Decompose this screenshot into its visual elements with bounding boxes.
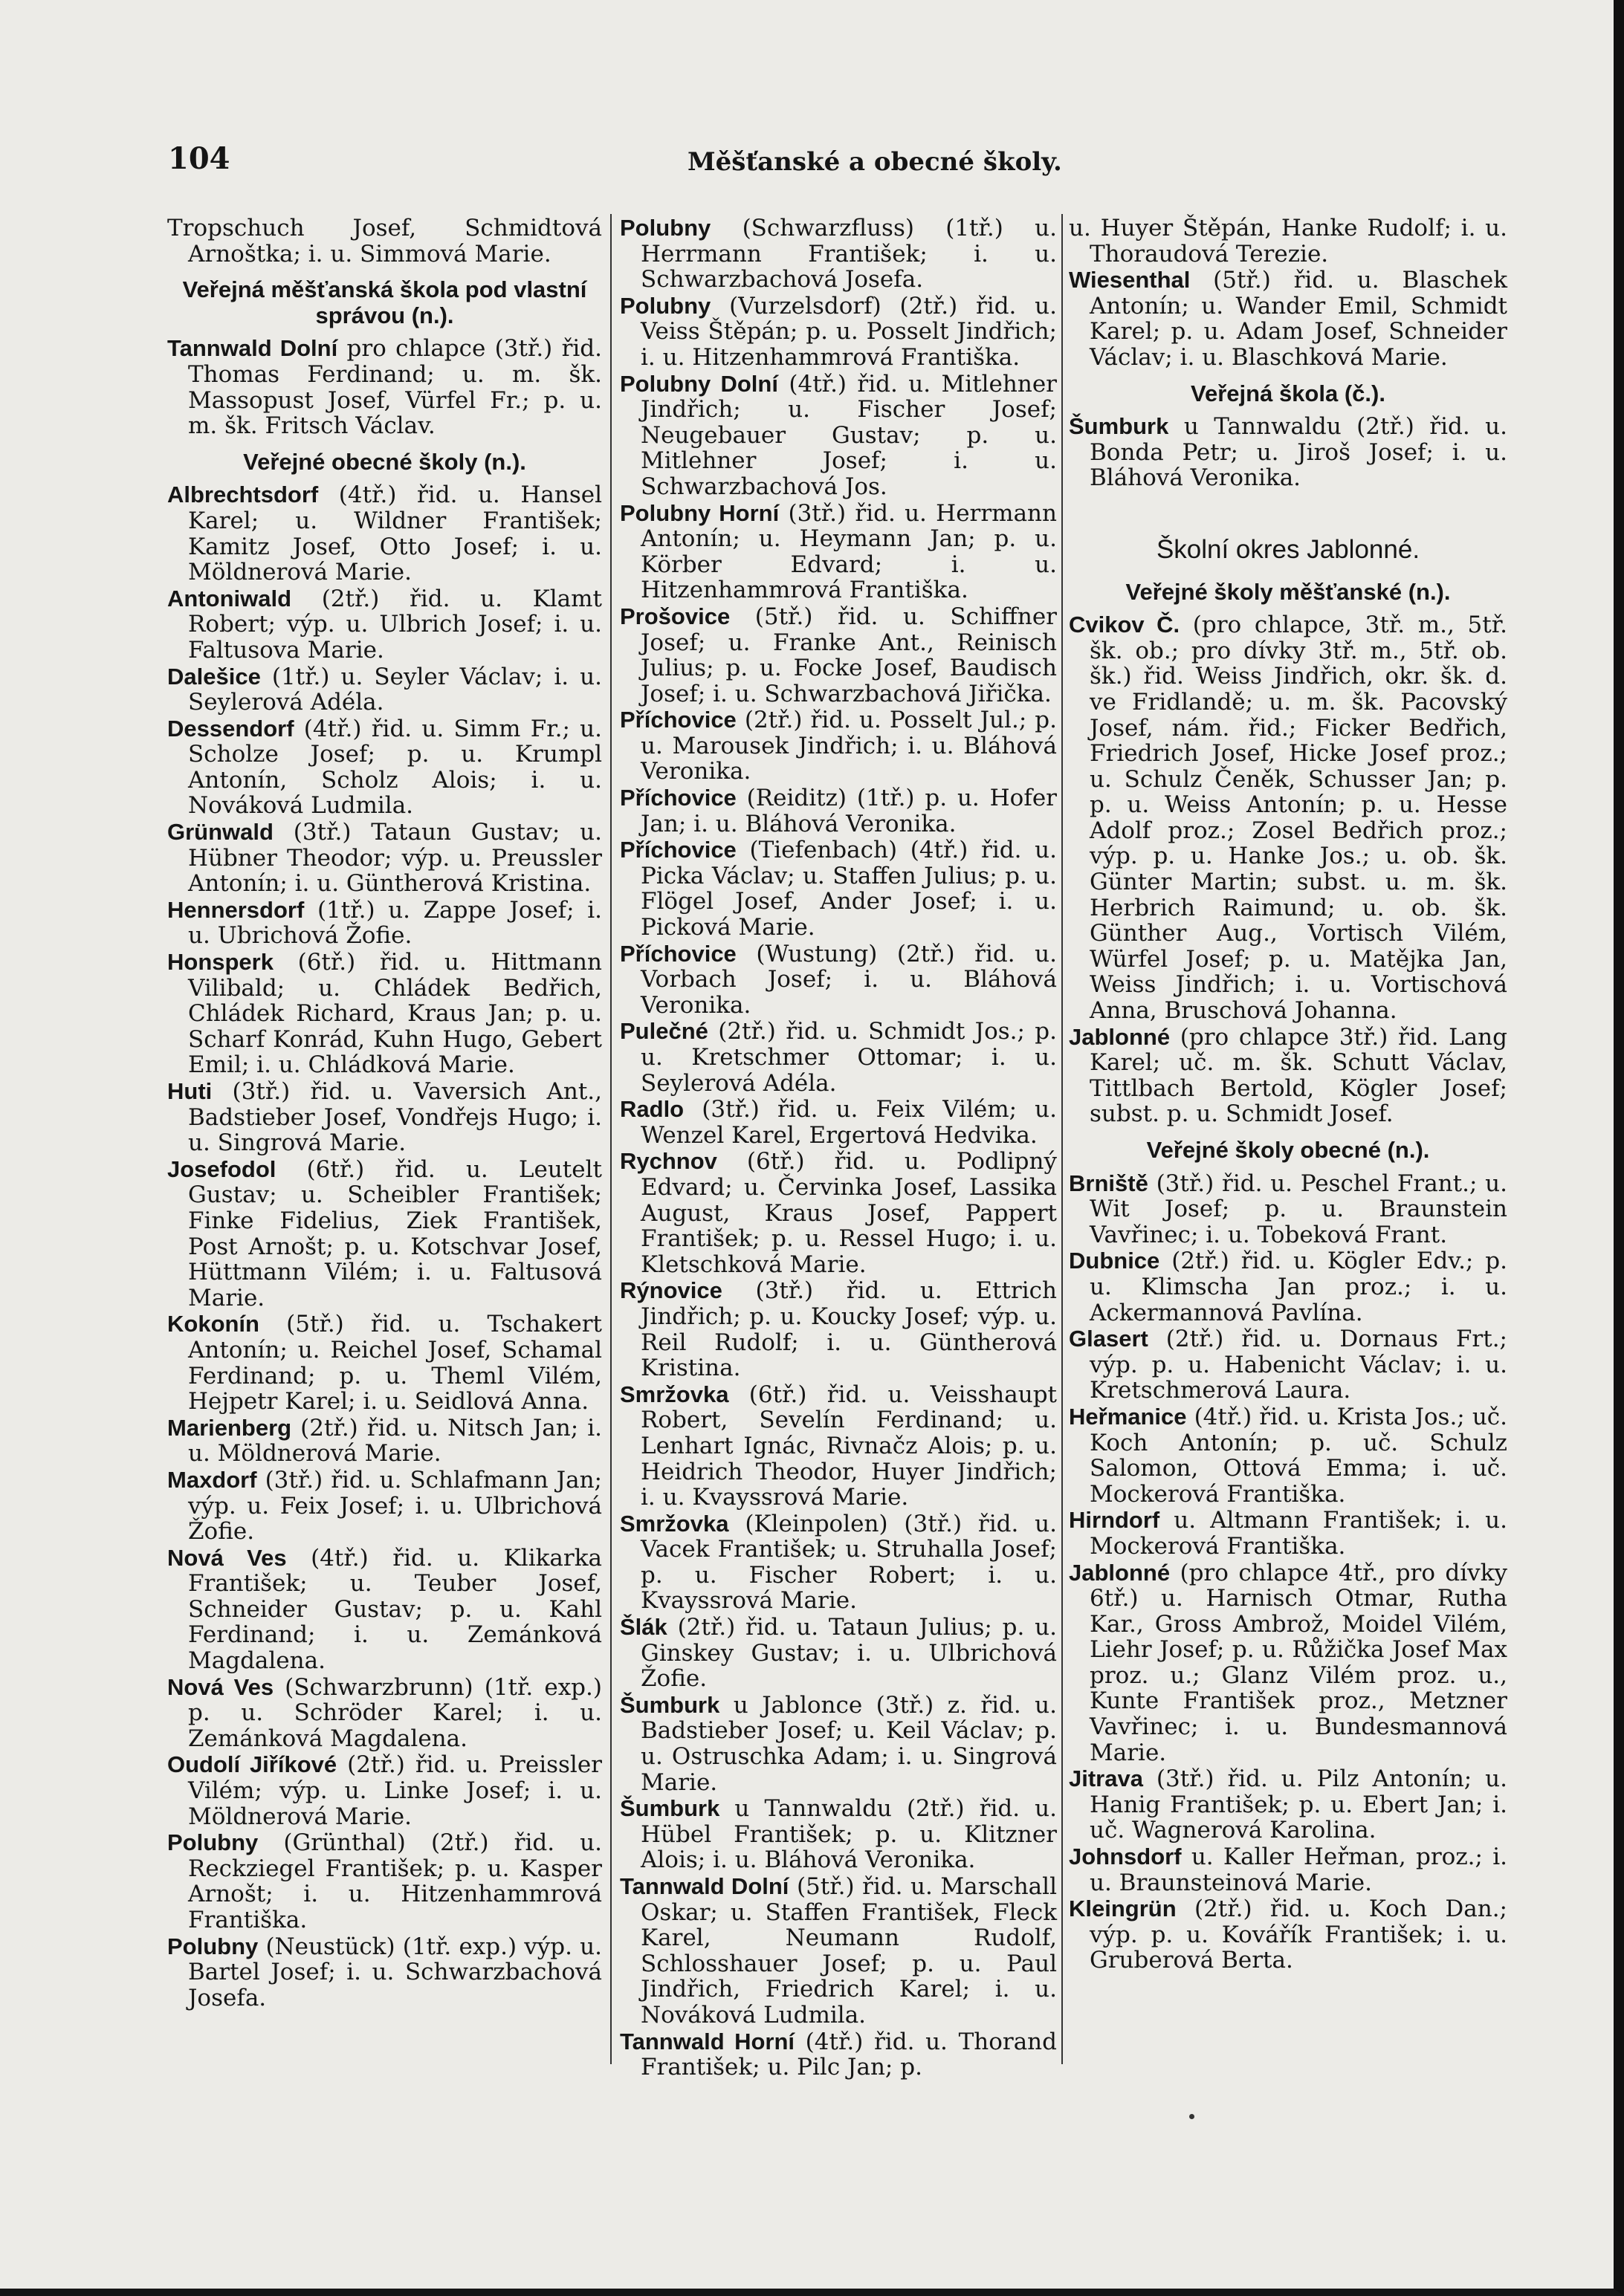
place-name: Polubny Horní (620, 499, 780, 526)
school-entry (620, 1796, 1057, 1873)
staff-listing: (4tř.) řid. u. Simm Fr.; u. Scholze Josef; p. u. Krumpl Antonín, Scholz Alois; i. u. Nováková Ludmila. (188, 715, 602, 820)
place-name: Marienberg (167, 1414, 292, 1441)
staff-listing: (pro chlapce 4tř., pro dívky 6tř.) u. Harnisch Otmar, Rutha Kar., Gross Ambrož, Moidel Vilém, Liehr Josef; p. u. Růžička Josef Max proz. u.; Glanz Vilém proz. u., Kunte František proz., Metzner Vavřinec; i. u. Bundesmannová Marie. (1090, 1559, 1507, 1766)
column-rule-2 (1061, 214, 1063, 2064)
school-entry (1069, 1560, 1507, 1766)
place-name: Cvikov Č. (1069, 612, 1180, 638)
staff-listing: (6tř.) řid. u. Hittmann Vilibald; u. Chládek Bedřich, Chládek Richard, Kraus Jan; p. u. Scharf Konrád, Kuhn Hugo, Gebert Emil; i. u. Chládková Marie. (188, 949, 602, 1079)
staff-listing: (6tř.) řid. u. Leutelt Gustav; u. Scheibler František; Finke Fidelius, Ziek František, Post Arnošt; p. u. Kotschvar Josef, Hüttmann Vilém; i. u. Faltusová Marie. (188, 1155, 602, 1311)
staff-listing: (2tř.) řid. u. Koch Dan.; výp. p. u. Kovářík František; i. u. Gruberová Berta. (1090, 1896, 1507, 1974)
school-entry (167, 1934, 602, 2011)
staff-listing: (2tř.) řid. u. Kögler Edv.; p. u. Klimscha Jan proz.; i. u. Ackermannová Pavlína. (1090, 1248, 1507, 1326)
school-entry (620, 785, 1057, 837)
school-entry (620, 1278, 1057, 1381)
place-name: Radlo (620, 1096, 685, 1123)
school-entry (167, 1415, 602, 1467)
school-entry (620, 215, 1057, 293)
school-entry (1069, 612, 1507, 1024)
place-name: Hirndorf (1069, 1507, 1160, 1534)
place-name: Polubny (620, 215, 711, 241)
section-heading: Veřejné školy obecné (n.). (1146, 1137, 1430, 1163)
printer-mark (1189, 2114, 1194, 2119)
staff-listing: (5tř.) řid. u. Blaschek Antonín; u. Wander Emil, Schmidt Karel; p. u. Adam Josef, Schneider Václav; i. u. Blaschková Marie. (1090, 267, 1507, 371)
staff-listing: (3tř.) řid. u. Feix Vilém; u. Wenzel Karel, Ergertová Hedvika. (641, 1096, 1057, 1149)
school-entry (167, 482, 602, 585)
continuation-text: Tropschuch Josef, Schmidtová Arnoštka; i. u. Simmová Marie. (167, 215, 602, 267)
place-name: Šumburk (620, 1795, 720, 1822)
school-entry (167, 586, 602, 664)
place-name: Šumburk (1069, 413, 1169, 440)
place-name: Heřmanice (1069, 1403, 1187, 1430)
staff-listing: u Jablonce (3tř.) z. řid. u. Badstieber Josef; u. Keil Václav; p. u. Ostruschka Adam; i. u. Singrová Marie. (641, 1691, 1057, 1796)
place-name: Polubny Dolní (620, 370, 778, 397)
place-name: Jitrava (1069, 1765, 1143, 1792)
school-entry (167, 664, 602, 716)
staff-listing: (3tř.) Tataun Gustav; u. Hübner Theodor; výp. u. Preussler Antonín; i. u. Güntherová Kristina. (188, 819, 602, 898)
school-entry (620, 941, 1057, 1019)
place-name: Dubnice (1069, 1248, 1160, 1274)
staff-listing: (2tř.) řid. u. Schmidt Jos.; p. u. Kretschmer Ottomar; i. u. Seylerová Adéla. (641, 1018, 1057, 1097)
staff-listing: (2tř.) řid. u. Dornaus Frt.; výp. p. u. Habenicht Václav; i. u. Kretschmerová Laura. (1090, 1326, 1507, 1404)
place-name: Oudolí Jiříkové (167, 1751, 337, 1778)
place-name: Smržovka (620, 1381, 729, 1407)
staff-listing: (pro chlapce, 3tř. m., 5tř. šk. ob.; pro dívky 3tř. m., 5tř. ob. šk.) řid. Weiss Jindřich, okr. šk. d. ve Fridlandě; u. m. šk. Pacovský Josef, nám. řid.; Ficker Bedřich, Friedrich Josef, Hicke Josef proz.; u. Schulz Čeněk, Schusser Jan; p. p. u. Weiss Antonín; p. u. Hesse Adolf proz.; Zosel Bedřich proz.; výp. p. u. Hanke Jos.; u. ob. šk. Günter Martin; subst. u. m. šk. Herbrich Raimund; u. ob. šk. Günther Aug., Vortisch Vilém, Würfel Josef; p. u. Matějka Jan, Weiss Jindřich; i. u. Vortischová Anna, Bruschová Johanna. (1090, 612, 1507, 1025)
school-entry (1069, 1326, 1507, 1404)
place-name: Tannwald Horní (620, 2028, 795, 2055)
school-entry (620, 1149, 1057, 1277)
place-name: Polubny (167, 1933, 259, 1959)
school-entry (167, 1079, 602, 1156)
school-entry (1069, 1025, 1507, 1127)
place-name: Brniště (1069, 1170, 1148, 1196)
place-name: Pulečné (620, 1018, 708, 1045)
staff-listing: (Kleinpolen) (3tř.) řid. u. Vacek František; u. Struhalla Josef; p. u. Fischer Robert; i. u. Kvayssrová Marie. (641, 1510, 1057, 1615)
school-entry (620, 1382, 1057, 1511)
school-entry (620, 837, 1057, 940)
place-name: Nová Ves (167, 1544, 287, 1571)
school-entry (620, 1693, 1057, 1795)
school-entry (1069, 1404, 1507, 1507)
place-name: Příchovice (620, 785, 737, 811)
school-entry (1069, 267, 1507, 370)
section-heading: Veřejné obecné školy (n.). (243, 448, 526, 475)
place-name: Antoniwald (167, 585, 292, 612)
place-name: Maxdorf (167, 1466, 257, 1493)
school-entry (1069, 1508, 1507, 1559)
place-name: Johnsdorf (1069, 1843, 1182, 1870)
school-entry (167, 716, 602, 819)
place-name: Jablonné (1069, 1559, 1171, 1586)
staff-listing: (Schwarzfluss) (1tř.) u. Herrmann František; i. u. Schwarzbachová Josefa. (641, 215, 1057, 294)
place-name: Šumburk (620, 1691, 720, 1718)
place-name: Tannwald Dolní (167, 335, 338, 362)
staff-listing: (Grünthal) (2tř.) řid. u. Reckziegel František; p. u. Kasper Arnošt; i. u. Hitzenhammrová Františka. (188, 1829, 602, 1933)
staff-listing: (2tř.) řid. u. Tataun Julius; p. u. Ginskey Gustav; i. u. Ulbrichová Žofie. (641, 1614, 1057, 1693)
staff-listing: (6tř.) řid. u. Podlipný Edvard; u. Červinka Josef, Lassika August, Kraus Josef, Pappert František; p. u. Ressel Hugo; i. u. Kletschková Marie. (641, 1148, 1057, 1278)
staff-listing: (4tř.) řid. u. Mitlehner Jindřich; u. Fischer Josef; Neugebauer Gustav; p. u. Mitlehner Josef; i. u. Schwarzbachová Jos. (641, 370, 1058, 500)
staff-listing: (5tř.) řid. u. Schiffner Josef; u. Franke Ant., Reinisch Julius; p. u. Focke Josef, Baudisch Josef; i. u. Schwarzbachová Jiřička. (641, 603, 1057, 707)
place-name: Albrechtsdorf (167, 481, 319, 508)
staff-listing: (5tř.) řid. u. Tschakert Antonín; u. Reichel Josef, Schamal Ferdinand; p. u. Theml Vilém, Hejpetr Karel; i. u. Seidlová Anna. (188, 1311, 602, 1415)
place-name: Rýnovice (620, 1277, 722, 1304)
place-name: Příchovice (620, 837, 737, 863)
school-entry (167, 1752, 602, 1829)
column-2 (620, 215, 1057, 2081)
continuation-text: u. Huyer Štěpán, Hanke Rudolf; i. u. Thoraudová Terezie. (1069, 215, 1507, 267)
school-entry (1069, 1844, 1507, 1896)
school-entry (167, 1675, 602, 1752)
staff-listing: (Tiefenbach) (4tř.) řid. u. Picka Václav; u. Staffen Julius; p. u. Flögel Josef, Ander Josef; i. u. Picková Marie. (641, 837, 1057, 941)
staff-listing: u Tannwaldu (2tř.) řid. u. Hübel František; p. u. Klitzner Alois; i. u. Bláhová Veronika. (641, 1795, 1057, 1874)
staff-listing: pro chlapce (3tř.) řid. Thomas Ferdinand; u. m. šk. Massopust Josef, Vürfel Fr.; p. u. m. šk. Fritsch Václav. (188, 335, 602, 440)
staff-listing: (1tř.) u. Seyler Václav; i. u. Seylerová Adéla. (188, 663, 602, 716)
staff-listing: (2tř.) řid. u. Preissler Vilém; výp. u. Linke Josef; i. u. Möldnerová Marie. (188, 1751, 603, 1830)
staff-listing: (pro chlapce 3tř.) řid. Lang Karel; uč. m. šk. Schutt Václav, Tittlbach Bertold, Kögler Josef; subst. p. u. Schmidt Josef. (1090, 1023, 1507, 1128)
staff-listing: (Schwarzbrunn) (1tř. exp.) p. u. Schröder Karel; i. u. Zemánková Magdalena. (188, 1673, 602, 1752)
staff-listing: (3tř.) řid. u. Ettrich Jindřich; p. u. Koucky Josef; výp. u. Reil Rudolf; i. u. Güntherová Kristina. (641, 1277, 1057, 1382)
place-name: Kleingrün (1069, 1896, 1177, 1922)
staff-listing: (5tř.) řid. u. Marschall Oskar; u. Staffen František, Fleck Karel, Neumann Rudolf, Schlosshauer Josef; p. u. Paul Jindřich, Friedrich Karel; i. u. Nováková Ludmila. (641, 1873, 1057, 2029)
school-entry (1069, 1248, 1507, 1326)
school-entry (620, 1615, 1057, 1692)
place-name: Tannwald Dolní (620, 1873, 789, 1899)
staff-listing: (Neustück) (1tř. exp.) výp. u. Bartel Josef; i. u. Schwarzbachová Josefa. (188, 1933, 602, 2011)
section-heading: Veřejné školy měšťanské (n.). (1125, 578, 1451, 605)
staff-listing: u. Kaller Heřman, proz.; i. u. Braunsteinová Marie. (1090, 1843, 1507, 1896)
district-heading: Školní okres Jablonné. (1156, 534, 1420, 564)
school-entry (1069, 1171, 1507, 1248)
staff-listing: (2tř.) řid. u. Nitsch Jan; i. u. Möldnerová Marie. (188, 1414, 602, 1468)
school-entry (167, 1468, 602, 1545)
staff-listing: (Vurzelsdorf) (2tř.) řid. u. Veiss Štěpán; p. u. Posselt Jindřich; i. u. Hitzenhammrová Františka. (641, 292, 1057, 371)
school-entry (1069, 1896, 1507, 1974)
staff-listing: (1tř.) u. Zappe Josef; i. u. Ubrichová Žofie. (188, 896, 602, 950)
school-entry (167, 336, 602, 438)
school-entry (167, 1546, 602, 1674)
staff-listing: (2tř.) řid. u. Klamt Robert; výp. u. Ulbrich Josef; i. u. Faltusova Marie. (188, 585, 602, 664)
staff-listing: (3tř.) řid. u. Herrmann Antonín; u. Heymann Jan; p. u. Körber Edvard; i. u. Hitzenhammrová Františka. (641, 499, 1057, 604)
staff-listing: (4tř.) řid. u. Klikarka František; u. Teuber Josef, Schneider Gustav; p. u. Kahl Ferdinand; i. u. Zemánková Magdalena. (188, 1544, 602, 1675)
staff-listing: (2tř.) řid. u. Posselt Jul.; p. u. Marousek Jindřich; i. u. Bláhová Veronika. (641, 707, 1057, 785)
school-entry (167, 820, 602, 897)
school-entry (620, 1511, 1057, 1614)
place-name: Polubny (167, 1829, 259, 1856)
place-name: Hennersdorf (167, 896, 305, 923)
place-name: Glasert (1069, 1326, 1148, 1352)
school-entry (1069, 414, 1507, 491)
place-name: Šlák (620, 1614, 667, 1641)
school-entry (620, 294, 1057, 371)
school-entry (167, 1157, 602, 1311)
school-entry (620, 2029, 1057, 2081)
staff-listing: (4tř.) řid. u. Krista Jos.; uč. Koch Antonín; p. uč. Schulz Salomon, Ottová Emma; i. uč. Mockerová Františka. (1090, 1403, 1507, 1508)
place-name: Honsperk (167, 949, 274, 976)
place-name: Smržovka (620, 1510, 729, 1537)
place-name: Dessendorf (167, 715, 294, 742)
school-entry (167, 898, 602, 949)
place-name: Grünwald (167, 819, 274, 846)
school-entry (1069, 1766, 1507, 1843)
school-entry (620, 372, 1057, 500)
place-name: Dalešice (167, 663, 261, 690)
running-head: Měšťanské a obecné školy. (688, 147, 1062, 177)
school-entry (620, 1097, 1057, 1148)
staff-listing: (3tř.) řid. u. Peschel Frant.; u. Wit Josef; p. u. Braunstein Vavřinec; i. u. Tobeková Frant. (1090, 1170, 1507, 1248)
school-entry (167, 1830, 602, 1933)
staff-listing: (3tř.) řid. u. Vaversich Ant., Badstieber Josef, Vondřejs Hugo; i. u. Singrová Marie. (188, 1078, 602, 1157)
staff-listing: (Wustung) (2tř.) řid. u. Vorbach Josef; i. u. Bláhová Veronika. (641, 940, 1057, 1019)
school-entry (620, 501, 1057, 603)
school-entry (167, 950, 602, 1078)
place-name: Rychnov (620, 1148, 717, 1175)
staff-listing: (4tř.) řid. u. Hansel Karel; u. Wildner František; Kamitz Josef, Otto Josef; i. u. Möldnerová Marie. (188, 481, 602, 586)
staff-listing: (3tř.) řid. u. Pilz Antonín; u. Hanig František; p. u. Ebert Jan; i. uč. Wagnerová Karolina. (1090, 1765, 1507, 1844)
place-name: Polubny (620, 292, 711, 319)
school-entry (620, 1019, 1057, 1096)
staff-listing: (4tř.) řid. u. Thorand František; u. Pilc Jan; p. (641, 2028, 1057, 2081)
place-name: Huti (167, 1078, 213, 1104)
column-3 (1069, 215, 1507, 1974)
place-name: Jablonné (1069, 1023, 1171, 1050)
school-entry (620, 1874, 1057, 2029)
school-entry (620, 604, 1057, 707)
column-1 (167, 215, 602, 2011)
place-name: Prošovice (620, 603, 731, 629)
page-number: 104 (168, 141, 230, 176)
place-name: Příchovice (620, 707, 737, 733)
place-name: Josefodol (167, 1155, 276, 1182)
school-entry (167, 1311, 602, 1414)
column-rule-1 (610, 214, 612, 2064)
place-name: Nová Ves (167, 1673, 274, 1700)
school-entry (620, 707, 1057, 785)
staff-listing: (6tř.) řid. u. Veisshaupt Robert, Sevelín Ferdinand; u. Lenhart Ignác, Rivnačz Alois; p. u. Heidrich Theodor, Huyer Jindřich; i. u. Kvayssrová Marie. (641, 1381, 1057, 1511)
section-heading: Veřejná měšťanská škola pod vlastní správou (n.). (182, 276, 587, 328)
section-heading: Veřejná škola (č.). (1191, 380, 1385, 406)
place-name: Wiesenthal (1069, 267, 1191, 294)
staff-listing: (3tř.) řid. u. Schlafmann Jan; výp. u. Feix Josef; i. u. Ulbrichová Žofie. (188, 1466, 602, 1546)
place-name: Kokonín (167, 1311, 259, 1337)
place-name: Příchovice (620, 940, 737, 967)
staff-listing: u Tannwaldu (2tř.) řid. u. Bonda Petr; u. Jiroš Josef; i. u. Bláhová Veronika. (1090, 413, 1507, 492)
staff-listing: u. Altmann František; i. u. Mockerová Františka. (1090, 1507, 1507, 1560)
staff-listing: (Reiditz) (1tř.) p. u. Hofer Jan; i. u. Bláhová Veronika. (641, 785, 1057, 837)
